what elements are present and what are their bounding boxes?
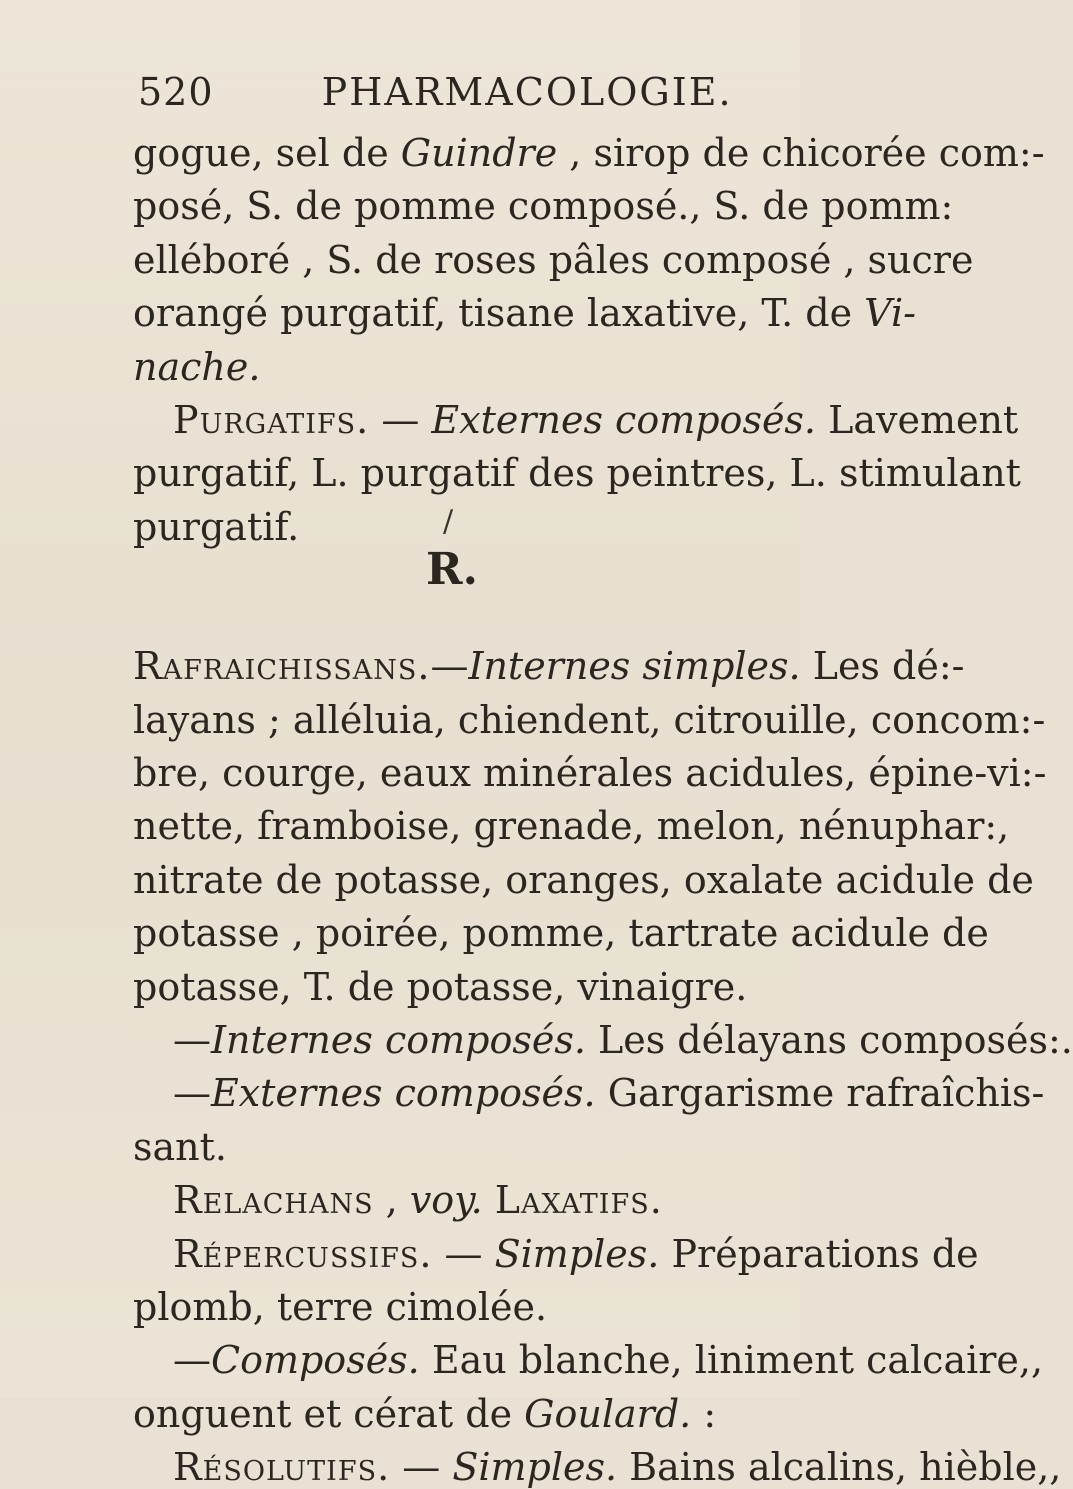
text-line-2: posé, S. de pomme composé., S. de pomm: xyxy=(133,184,954,228)
running-title: PHARMACOLOGIE. xyxy=(321,70,733,114)
text-line-12: nette, framboise, grenade, melon, nénuphar:, xyxy=(133,804,1010,848)
text-line-17: —Externes composés. Gargarisme rafraîchis- xyxy=(173,1071,1045,1115)
entry-purgatifs: Purgatifs. — Externes composés. Lavement xyxy=(173,398,1019,442)
text-line-21: plomb, terre cimolée. xyxy=(133,1285,548,1329)
text-line-3: elléboré , S. de roses pâles composé , sucre xyxy=(133,238,974,282)
text-line-16: —Internes composés. Les délayans composés:. xyxy=(173,1018,1073,1062)
text-line-11: bre, courge, eaux minérales acidules, épine-vi:- xyxy=(133,751,1047,795)
entry-heading: Purgatifs. xyxy=(173,398,370,442)
entry-relachans: Relachans , voy. Laxatifs. xyxy=(173,1178,663,1222)
text-line-15: potasse, T. de potasse, vinaigre. xyxy=(133,965,748,1009)
text-line-8: purgatif. xyxy=(133,505,300,549)
text-line-4: orangé purgatif, tisane laxative, T. de Vi- xyxy=(133,291,916,335)
entry-repercussifs: Répercussifs. — Simples. Préparations de xyxy=(173,1232,979,1276)
entry-heading: Résolutifs. xyxy=(173,1445,391,1489)
text-line-14: potasse , poirée, pomme, tartrate acidule de xyxy=(133,911,989,955)
entry-rafraichissans: Rafraichissans.—Internes simples. Les dé:- xyxy=(133,644,965,688)
entry-resolutifs: Résolutifs. — Simples. Bains alcalins, hièble,, xyxy=(173,1445,1062,1489)
page-header xyxy=(138,70,733,114)
entry-heading: Relachans xyxy=(173,1178,374,1222)
text-line-23: onguent et cérat de Goulard. : xyxy=(133,1392,717,1436)
page-number: 520 xyxy=(138,70,214,114)
text-line-5: nache. xyxy=(133,345,261,389)
text-line-13: nitrate de potasse, oranges, oxalate acidule de xyxy=(133,858,1034,902)
text-line-10: layans ; alléluia, chiendent, citrouille, concom:- xyxy=(133,698,1046,742)
text-line-7: purgatif, L. purgatif des peintres, L. stimulant xyxy=(133,451,1021,495)
ink-mark: / xyxy=(443,504,454,540)
entry-heading: Rafraichissans. xyxy=(133,644,431,688)
text-line-18: sant. xyxy=(133,1125,227,1169)
text-line-1: gogue, sel de Guindre , sirop de chicorée com:- xyxy=(133,131,1045,175)
text-line-22: —Composés. Eau blanche, liniment calcaire,, xyxy=(173,1338,1044,1382)
section-letter: R. xyxy=(426,544,478,596)
entry-heading: Répercussifs. xyxy=(173,1232,433,1276)
